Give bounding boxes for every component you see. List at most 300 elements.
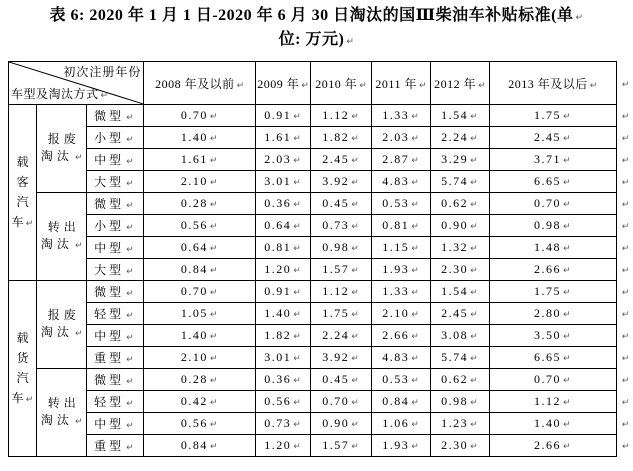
table-row: [9, 281, 633, 303]
cell-end-mark-icon: ↵: [126, 399, 137, 409]
size-class-cell: [87, 435, 144, 457]
subsidy-value-cell: [144, 193, 256, 215]
subsidy-value: 1.05: [180, 306, 208, 320]
table-row: [9, 237, 633, 259]
row-end-mark-icon: ↵: [621, 200, 630, 210]
row-end-mark-icon: ↵: [621, 442, 630, 452]
subsidy-value-cell: [256, 391, 311, 413]
cell-end-mark-icon: ↵: [293, 112, 303, 122]
table-row: [9, 127, 633, 149]
cell-end-mark-icon: ↵: [293, 156, 303, 166]
row-end-mark-icon: ↵: [621, 354, 630, 364]
subsidy-value: 3.92: [322, 350, 350, 364]
subsidy-value-cell: [256, 215, 311, 237]
subsidy-value-cell: [431, 413, 490, 435]
cell-end-mark-icon: ↵: [470, 222, 480, 232]
row-end-mark-icon: ↵: [621, 332, 630, 342]
subsidy-value-cell: [311, 127, 372, 149]
cell-end-mark-icon: ↵: [25, 218, 34, 229]
cell-end-mark-icon: ↵: [126, 179, 137, 189]
size-class-cell: [87, 281, 144, 303]
cell-end-mark-icon: ↵: [293, 266, 303, 276]
subsidy-value: 0.81: [264, 240, 292, 254]
table-row: [9, 413, 633, 435]
subsidy-value-cell: [256, 193, 311, 215]
subsidy-value: 0.84: [382, 394, 410, 408]
cell-end-mark-icon: ↵: [74, 152, 87, 163]
subsidy-value: 1.40: [180, 130, 208, 144]
size-class-cell: [87, 325, 144, 347]
elimination-method-line: 淘汰 ↵: [40, 236, 87, 251]
size-class-label: 轻型: [94, 307, 125, 321]
vehicle-category-char: 货: [16, 350, 29, 365]
subsidy-value: 1.61: [264, 130, 292, 144]
subsidy-value: 1.82: [264, 328, 292, 342]
size-class-cell: [87, 369, 144, 391]
size-class-cell: [87, 127, 144, 149]
cell-end-mark-icon: ↵: [293, 244, 303, 254]
cell-end-mark-icon: ↵: [563, 134, 573, 144]
title-line-2-text: 位: 万元): [278, 31, 345, 48]
cell-end-mark-icon: ↵: [563, 200, 573, 210]
cell-end-mark-icon: ↵: [351, 112, 361, 122]
row-end-mark-icon: ↵: [621, 310, 630, 320]
subsidy-value-cell: [144, 347, 256, 369]
size-class-label: 大型: [94, 263, 125, 277]
subsidy-value: 1.75: [534, 284, 562, 298]
cell-end-mark-icon: ↵: [563, 332, 573, 342]
cell-end-mark-icon: ↵: [411, 354, 421, 364]
subsidy-value-cell: [490, 391, 617, 413]
subsidy-value: 1.20: [264, 438, 292, 452]
subsidy-value-cell: [256, 259, 311, 281]
vehicle-category-char: 汽: [16, 370, 29, 385]
subsidy-value-cell: [431, 369, 490, 391]
subsidy-value: 2.87: [382, 152, 410, 166]
subsidy-value-cell: [372, 149, 431, 171]
subsidy-value-cell: [311, 105, 372, 127]
subsidy-value: 2.10: [180, 350, 208, 364]
cell-end-mark-icon: ↵: [411, 310, 421, 320]
year-header-label: 2012 年: [434, 76, 477, 91]
cell-end-mark-icon: ↵: [411, 112, 421, 122]
row-end-mark-icon: ↵: [621, 266, 630, 276]
subsidy-value: 1.75: [322, 306, 350, 320]
subsidy-value: 1.06: [382, 416, 410, 430]
cell-end-mark-icon: ↵: [470, 178, 480, 188]
cell-end-mark-icon: ↵: [470, 420, 480, 430]
subsidy-value: 0.62: [441, 196, 469, 210]
subsidy-value: 3.01: [264, 174, 292, 188]
subsidy-value: 2.66: [382, 328, 410, 342]
cell-end-mark-icon: ↵: [126, 355, 137, 365]
subsidy-value: 1.54: [441, 108, 469, 122]
cell-end-mark-icon: ↵: [563, 156, 573, 166]
subsidy-value-cell: [144, 281, 256, 303]
row-end-mark-cell: [616, 105, 632, 127]
cell-end-mark-icon: ↵: [126, 267, 137, 277]
row-end-mark-cell: [616, 215, 632, 237]
subsidy-value-cell: [256, 237, 311, 259]
size-class-cell: [87, 391, 144, 413]
row-end-mark-icon: ↵: [621, 79, 630, 90]
cell-end-mark-icon: ↵: [209, 420, 219, 430]
row-end-mark-cell: [616, 171, 632, 193]
size-class-label: 中型: [94, 329, 125, 343]
cell-end-mark-icon: ↵: [411, 420, 421, 430]
cell-end-mark-icon: ↵: [470, 112, 480, 122]
cell-end-mark-icon: ↵: [209, 266, 219, 276]
elimination-method-line: 淘汰 ↵: [40, 324, 87, 339]
subsidy-value-cell: [372, 413, 431, 435]
row-end-mark-cell: [616, 413, 632, 435]
subsidy-value-cell: [431, 237, 490, 259]
subsidy-value-cell: [372, 259, 431, 281]
size-class-label: 中型: [94, 417, 125, 431]
subsidy-value: 0.64: [180, 240, 208, 254]
subsidy-value: 0.70: [534, 372, 562, 386]
subsidy-value: 2.45: [322, 152, 350, 166]
cell-end-mark-icon: ↵: [470, 398, 480, 408]
table-row: [9, 303, 633, 325]
cell-end-mark-icon: ↵: [470, 156, 480, 166]
subsidy-value: 0.56: [180, 416, 208, 430]
subsidy-value: 0.70: [322, 394, 350, 408]
cell-end-mark-icon: ↵: [209, 156, 219, 166]
cell-end-mark-icon: ↵: [470, 244, 480, 254]
subsidy-value: 3.50: [534, 328, 562, 342]
subsidy-value: 2.24: [322, 328, 350, 342]
cell-end-mark-icon: ↵: [470, 288, 480, 298]
vehicle-category-char: 车 ↵: [11, 214, 34, 229]
subsidy-value-cell: [256, 413, 311, 435]
subsidy-value: 0.98: [441, 394, 469, 408]
cell-end-mark-icon: ↵: [126, 245, 137, 255]
cell-end-mark-icon: ↵: [126, 443, 137, 453]
cell-end-mark-icon: ↵: [411, 332, 421, 342]
elimination-method-cell: [36, 105, 87, 193]
subsidy-value: 0.42: [180, 394, 208, 408]
subsidy-value-cell: [372, 105, 431, 127]
elimination-method-cell: [36, 369, 87, 457]
elimination-method-cell: [36, 193, 87, 281]
cell-end-mark-icon: ↵: [563, 420, 573, 430]
subsidy-value: 1.75: [534, 108, 562, 122]
vehicle-category-char: 车 ↵: [11, 390, 34, 405]
year-header-cell: [311, 62, 372, 105]
row-end-mark-cell: [616, 62, 632, 105]
subsidy-value: 0.91: [264, 284, 292, 298]
size-class-label: 微型: [94, 373, 125, 387]
cell-end-mark-icon: ↵: [126, 333, 137, 343]
subsidy-value-cell: [372, 303, 431, 325]
cell-end-mark-icon: ↵: [74, 240, 87, 251]
size-class-label: 小型: [94, 219, 125, 233]
subsidy-value: 1.40: [264, 306, 292, 320]
subsidy-value: 4.83: [382, 350, 410, 364]
row-end-mark-icon: ↵: [621, 156, 630, 166]
row-end-mark-cell: [616, 281, 632, 303]
year-header-cell: [144, 62, 256, 105]
subsidy-value: 1.40: [180, 328, 208, 342]
elimination-method-line: 报废: [47, 131, 80, 146]
size-class-label: 大型: [94, 175, 125, 189]
subsidy-value: 3.01: [264, 350, 292, 364]
row-end-mark-icon: ↵: [621, 222, 630, 232]
subsidy-value-cell: [490, 105, 617, 127]
cell-end-mark-icon: ↵: [351, 178, 361, 188]
subsidy-value-cell: [144, 149, 256, 171]
cell-end-mark-icon: ↵: [74, 416, 87, 427]
size-class-cell: [87, 237, 144, 259]
subsidy-value: 0.45: [322, 196, 350, 210]
subsidy-value-cell: [256, 325, 311, 347]
size-class-label: 中型: [94, 241, 125, 255]
subsidy-value: 0.62: [441, 372, 469, 386]
cell-end-mark-icon: ↵: [470, 442, 480, 452]
size-class-label: 中型: [94, 153, 125, 167]
subsidy-value: 2.10: [180, 174, 208, 188]
subsidy-value-cell: [372, 435, 431, 457]
subsidy-value-cell: [490, 149, 617, 171]
subsidy-value-cell: [490, 303, 617, 325]
subsidy-value-cell: [311, 325, 372, 347]
cell-end-mark-icon: ↵: [589, 80, 598, 91]
cell-end-mark-icon: ↵: [209, 376, 219, 386]
subsidy-value: 4.83: [382, 174, 410, 188]
cell-end-mark-icon: ↵: [209, 112, 219, 122]
row-end-mark-icon: ↵: [621, 134, 630, 144]
subsidy-table: [8, 61, 633, 457]
cell-end-mark-icon: ↵: [293, 310, 303, 320]
subsidy-value-cell: [144, 303, 256, 325]
cell-end-mark-icon: ↵: [100, 91, 109, 101]
size-class-label: 重型: [94, 351, 125, 365]
subsidy-value: 1.33: [382, 284, 410, 298]
subsidy-value-cell: [311, 369, 372, 391]
subsidy-value-cell: [431, 193, 490, 215]
subsidy-value-cell: [311, 347, 372, 369]
size-class-label: 重型: [94, 439, 125, 453]
size-class-label: 小型: [94, 131, 125, 145]
table-row: [9, 369, 633, 391]
row-end-mark-icon: ↵: [621, 376, 630, 386]
cell-end-mark-icon: ↵: [411, 222, 421, 232]
cell-end-mark-icon: ↵: [25, 394, 34, 405]
corner-top-label-text: 初次注册年份: [63, 65, 142, 79]
subsidy-value: 1.15: [382, 240, 410, 254]
subsidy-value: 2.45: [441, 306, 469, 320]
subsidy-value: 2.24: [441, 130, 469, 144]
row-end-mark-cell: [616, 127, 632, 149]
year-header-label: 2011 年: [375, 76, 417, 91]
cell-end-mark-icon: ↵: [351, 376, 361, 386]
subsidy-value: 0.28: [180, 196, 208, 210]
subsidy-value-cell: [256, 127, 311, 149]
subsidy-value-cell: [256, 149, 311, 171]
subsidy-value-cell: [490, 237, 617, 259]
subsidy-value-cell: [431, 127, 490, 149]
cell-end-mark-icon: ↵: [563, 354, 573, 364]
table-row: [9, 193, 633, 215]
subsidy-value: 6.65: [534, 350, 562, 364]
subsidy-value: 0.70: [180, 284, 208, 298]
subsidy-value: 1.33: [382, 108, 410, 122]
subsidy-value: 0.81: [382, 218, 410, 232]
subsidy-value: 0.90: [441, 218, 469, 232]
row-end-mark-icon: ↵: [621, 178, 630, 188]
cell-end-mark-icon: ↵: [209, 354, 219, 364]
table-row: [9, 105, 633, 127]
subsidy-value: 1.57: [322, 262, 350, 276]
subsidy-value: 1.54: [441, 284, 469, 298]
subsidy-value-cell: [490, 325, 617, 347]
subsidy-value: 0.53: [382, 372, 410, 386]
subsidy-value-cell: [490, 259, 617, 281]
cell-end-mark-icon: ↵: [411, 442, 421, 452]
subsidy-value: 1.93: [382, 262, 410, 276]
subsidy-value: 0.70: [534, 196, 562, 210]
size-class-cell: [87, 215, 144, 237]
cell-end-mark-icon: ↵: [209, 332, 219, 342]
cell-end-mark-icon: ↵: [351, 156, 361, 166]
cell-end-mark-icon: ↵: [351, 332, 361, 342]
row-end-mark-cell: [616, 149, 632, 171]
subsidy-value: 0.53: [382, 196, 410, 210]
subsidy-value-cell: [431, 325, 490, 347]
subsidy-value: 0.56: [264, 394, 292, 408]
row-end-mark-cell: [616, 369, 632, 391]
table-row: [9, 149, 633, 171]
subsidy-value-cell: [490, 435, 617, 457]
cell-end-mark-icon: ↵: [418, 80, 428, 91]
subsidy-value-cell: [372, 193, 431, 215]
cell-end-mark-icon: ↵: [351, 420, 361, 430]
subsidy-value: 0.73: [264, 416, 292, 430]
cell-end-mark-icon: ↵: [209, 178, 219, 188]
subsidy-value: 5.74: [441, 350, 469, 364]
subsidy-value-cell: [256, 369, 311, 391]
subsidy-value-cell: [490, 347, 617, 369]
elimination-method-cell: [36, 281, 87, 369]
cell-end-mark-icon: ↵: [351, 266, 361, 276]
cell-end-mark-icon: ↵: [478, 80, 487, 91]
subsidy-value-cell: [490, 413, 617, 435]
cell-end-mark-icon: ↵: [351, 200, 361, 210]
subsidy-value: 3.08: [441, 328, 469, 342]
row-end-mark-icon: ↵: [621, 398, 630, 408]
cell-end-mark-icon: ↵: [126, 113, 137, 123]
cell-end-mark-icon: ↵: [209, 442, 219, 452]
subsidy-value: 0.90: [322, 416, 350, 430]
elimination-method-line: 报废: [47, 307, 80, 322]
subsidy-value: 0.45: [322, 372, 350, 386]
subsidy-value-cell: [144, 259, 256, 281]
subsidy-value-cell: [431, 347, 490, 369]
subsidy-value-cell: [144, 435, 256, 457]
cell-end-mark-icon: ↵: [411, 200, 421, 210]
subsidy-value: 1.32: [441, 240, 469, 254]
subsidy-value-cell: [490, 193, 617, 215]
elimination-method-line: 淘汰 ↵: [40, 148, 87, 163]
subsidy-value: 5.74: [441, 174, 469, 188]
subsidy-value: 3.71: [534, 152, 562, 166]
cell-end-mark-icon: ↵: [411, 156, 421, 166]
document-title: [8, 5, 625, 53]
subsidy-value-cell: [490, 215, 617, 237]
subsidy-value: 2.45: [534, 130, 562, 144]
title-line-1-text: 表 6: 2020 年 1 月 1 日-2020 年 6 月 30 日淘汰的国Ⅲ柴油车补贴标准(单: [49, 7, 574, 24]
subsidy-value: 2.30: [441, 262, 469, 276]
subsidy-value: 2.03: [382, 130, 410, 144]
size-class-label: 微型: [94, 109, 125, 123]
cell-end-mark-icon: ↵: [470, 354, 480, 364]
subsidy-value-cell: [431, 171, 490, 193]
subsidy-value: 1.12: [322, 284, 350, 298]
cell-end-mark-icon: ↵: [351, 222, 361, 232]
subsidy-value-cell: [256, 347, 311, 369]
cell-end-mark-icon: ↵: [126, 421, 137, 431]
cell-end-mark-icon: ↵: [470, 134, 480, 144]
subsidy-value-cell: [372, 347, 431, 369]
cell-end-mark-icon: ↵: [351, 134, 361, 144]
subsidy-value-cell: [431, 435, 490, 457]
size-class-label: 微型: [94, 285, 125, 299]
cell-end-mark-icon: ↵: [293, 332, 303, 342]
size-class-label: 微型: [94, 197, 125, 211]
subsidy-value-cell: [490, 127, 617, 149]
subsidy-value-cell: [144, 391, 256, 413]
cell-end-mark-icon: ↵: [293, 376, 303, 386]
corner-cell: [9, 62, 144, 105]
subsidy-value: 0.98: [322, 240, 350, 254]
row-end-mark-cell: [616, 391, 632, 413]
subsidy-value-cell: [311, 171, 372, 193]
cell-end-mark-icon: ↵: [411, 288, 421, 298]
subsidy-value: 1.20: [264, 262, 292, 276]
cell-end-mark-icon: ↵: [293, 134, 303, 144]
subsidy-value-cell: [490, 171, 617, 193]
cell-end-mark-icon: ↵: [563, 244, 573, 254]
subsidy-value-cell: [311, 435, 372, 457]
cell-end-mark-icon: ↵: [351, 398, 361, 408]
subsidy-value-cell: [372, 369, 431, 391]
subsidy-value: 1.12: [322, 108, 350, 122]
cell-end-mark-icon: ↵: [411, 376, 421, 386]
subsidy-value: 1.23: [441, 416, 469, 430]
subsidy-value-cell: [431, 105, 490, 127]
size-class-cell: [87, 347, 144, 369]
subsidy-value: 0.73: [322, 218, 350, 232]
vehicle-category-char: 汽: [16, 194, 29, 209]
subsidy-value: 0.28: [180, 372, 208, 386]
subsidy-value: 0.84: [180, 438, 208, 452]
subsidy-value-cell: [372, 171, 431, 193]
size-class-cell: [87, 193, 144, 215]
cell-end-mark-icon: ↵: [209, 222, 219, 232]
row-end-mark-icon: ↵: [621, 288, 630, 298]
subsidy-value-cell: [431, 259, 490, 281]
row-end-mark-cell: [616, 303, 632, 325]
subsidy-value: 1.48: [534, 240, 562, 254]
cell-end-mark-icon: ↵: [359, 80, 368, 91]
cell-end-mark-icon: ↵: [126, 311, 137, 321]
elimination-method-line: 转出: [47, 395, 80, 410]
cell-end-mark-icon: ↵: [351, 354, 361, 364]
subsidy-value-cell: [372, 127, 431, 149]
cell-end-mark-icon: ↵: [563, 266, 573, 276]
cell-end-mark-icon: ↵: [411, 266, 421, 276]
